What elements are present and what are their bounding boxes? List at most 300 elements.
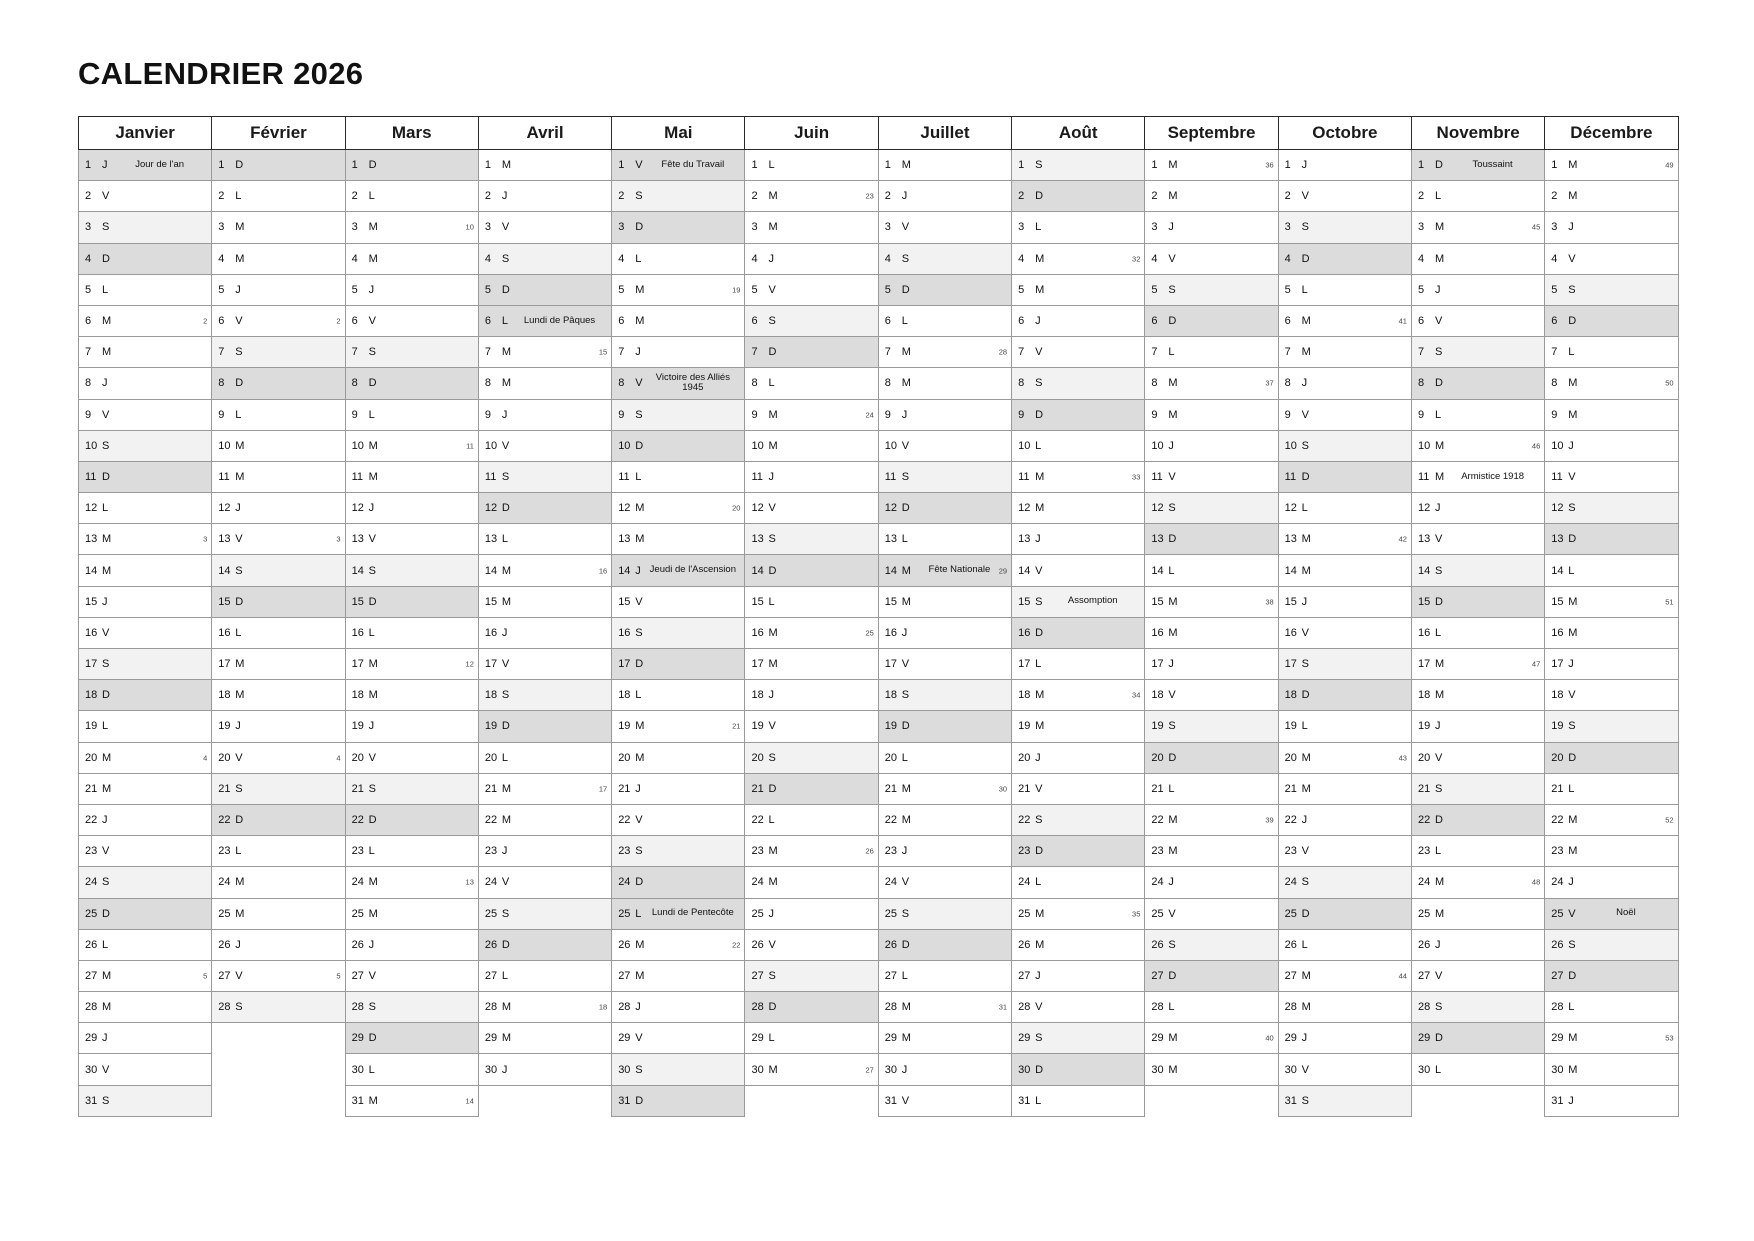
day-cell[interactable] <box>745 960 878 991</box>
day-cell[interactable] <box>1545 555 1678 586</box>
day-cell[interactable] <box>1411 617 1544 648</box>
day-cell[interactable] <box>745 836 878 867</box>
day-cell[interactable] <box>1545 274 1678 305</box>
day-cell[interactable] <box>478 960 611 991</box>
day-cell[interactable] <box>878 929 1011 960</box>
day-cell[interactable] <box>1278 898 1411 929</box>
day-cell[interactable] <box>1278 181 1411 212</box>
day-cell[interactable] <box>745 773 878 804</box>
day-cell[interactable] <box>878 1023 1011 1054</box>
day-cell[interactable] <box>745 337 878 368</box>
day-cell[interactable] <box>1012 1023 1145 1054</box>
day-cell[interactable] <box>345 649 478 680</box>
day-cell[interactable] <box>478 274 611 305</box>
day-cell[interactable] <box>478 617 611 648</box>
day-cell[interactable] <box>1145 181 1278 212</box>
day-cell[interactable] <box>878 586 1011 617</box>
day-cell[interactable] <box>612 493 745 524</box>
day-cell[interactable] <box>878 461 1011 492</box>
day-cell[interactable] <box>1411 212 1544 243</box>
day-cell[interactable] <box>878 274 1011 305</box>
day-cell[interactable] <box>612 742 745 773</box>
day-cell[interactable] <box>1012 804 1145 835</box>
day-cell[interactable] <box>612 1054 745 1085</box>
day-cell[interactable] <box>1411 773 1544 804</box>
day-cell[interactable] <box>1278 274 1411 305</box>
day-cell[interactable] <box>1012 711 1145 742</box>
day-cell[interactable] <box>1545 181 1678 212</box>
day-cell[interactable] <box>1145 493 1278 524</box>
day-cell[interactable] <box>478 867 611 898</box>
day-cell[interactable] <box>478 212 611 243</box>
day-cell[interactable] <box>1012 524 1145 555</box>
day-cell[interactable] <box>478 680 611 711</box>
day-cell[interactable] <box>1411 399 1544 430</box>
day-cell[interactable] <box>612 680 745 711</box>
day-cell[interactable] <box>79 430 212 461</box>
day-cell[interactable] <box>478 430 611 461</box>
day-cell[interactable] <box>878 181 1011 212</box>
day-cell[interactable] <box>478 1023 611 1054</box>
day-cell[interactable] <box>612 711 745 742</box>
day-cell[interactable] <box>878 212 1011 243</box>
day-cell[interactable] <box>745 150 878 181</box>
day-cell[interactable] <box>1145 960 1278 991</box>
day-cell[interactable] <box>1012 1085 1145 1116</box>
day-cell[interactable] <box>212 212 345 243</box>
day-cell[interactable] <box>1278 212 1411 243</box>
day-cell[interactable] <box>345 337 478 368</box>
day-cell[interactable] <box>1012 992 1145 1023</box>
day-cell[interactable] <box>1012 337 1145 368</box>
day-cell[interactable] <box>745 399 878 430</box>
day-cell[interactable] <box>1278 836 1411 867</box>
day-cell[interactable] <box>612 586 745 617</box>
day-cell[interactable] <box>345 773 478 804</box>
day-cell[interactable] <box>1145 711 1278 742</box>
day-cell[interactable] <box>1145 399 1278 430</box>
day-cell[interactable] <box>1145 680 1278 711</box>
day-cell[interactable] <box>1545 867 1678 898</box>
day-cell[interactable] <box>345 742 478 773</box>
day-cell[interactable] <box>612 274 745 305</box>
day-cell[interactable] <box>1411 836 1544 867</box>
day-cell[interactable] <box>1278 1085 1411 1116</box>
day-cell[interactable] <box>745 368 878 399</box>
day-cell[interactable] <box>878 898 1011 929</box>
day-cell[interactable] <box>1278 773 1411 804</box>
day-cell[interactable] <box>1411 524 1544 555</box>
day-cell[interactable] <box>1012 836 1145 867</box>
day-cell[interactable] <box>612 773 745 804</box>
day-cell[interactable] <box>1545 680 1678 711</box>
day-cell[interactable] <box>1545 305 1678 336</box>
day-cell[interactable] <box>745 804 878 835</box>
day-cell[interactable] <box>345 711 478 742</box>
day-cell[interactable] <box>1411 461 1544 492</box>
day-cell[interactable] <box>1545 960 1678 991</box>
day-cell[interactable] <box>345 493 478 524</box>
day-cell[interactable] <box>1012 1054 1145 1085</box>
day-cell[interactable] <box>1411 742 1544 773</box>
day-cell[interactable] <box>1012 773 1145 804</box>
day-cell[interactable] <box>612 960 745 991</box>
day-cell[interactable] <box>1145 836 1278 867</box>
day-cell[interactable] <box>1411 898 1544 929</box>
day-cell[interactable] <box>1012 430 1145 461</box>
day-cell[interactable] <box>878 960 1011 991</box>
day-cell[interactable] <box>612 243 745 274</box>
day-cell[interactable] <box>878 804 1011 835</box>
day-cell[interactable] <box>745 181 878 212</box>
day-cell[interactable] <box>1411 493 1544 524</box>
day-cell[interactable] <box>612 430 745 461</box>
day-cell[interactable] <box>345 555 478 586</box>
day-cell[interactable] <box>1545 711 1678 742</box>
day-cell[interactable] <box>478 493 611 524</box>
day-cell[interactable] <box>1278 243 1411 274</box>
day-cell[interactable] <box>1411 430 1544 461</box>
day-cell[interactable] <box>478 181 611 212</box>
day-cell[interactable] <box>1012 586 1145 617</box>
day-cell[interactable] <box>212 836 345 867</box>
day-cell[interactable] <box>79 586 212 617</box>
day-cell[interactable] <box>79 212 212 243</box>
day-cell[interactable] <box>878 430 1011 461</box>
day-cell[interactable] <box>478 555 611 586</box>
day-cell[interactable] <box>345 960 478 991</box>
day-cell[interactable] <box>79 524 212 555</box>
day-cell[interactable] <box>745 430 878 461</box>
day-cell[interactable] <box>1411 929 1544 960</box>
day-cell[interactable] <box>212 461 345 492</box>
day-cell[interactable] <box>1545 368 1678 399</box>
day-cell[interactable] <box>345 1085 478 1116</box>
day-cell[interactable] <box>1145 368 1278 399</box>
day-cell[interactable] <box>345 368 478 399</box>
day-cell[interactable] <box>212 243 345 274</box>
day-cell[interactable] <box>1278 493 1411 524</box>
day-cell[interactable] <box>878 399 1011 430</box>
day-cell[interactable] <box>478 929 611 960</box>
day-cell[interactable] <box>745 1023 878 1054</box>
day-cell[interactable] <box>345 1054 478 1085</box>
day-cell[interactable] <box>478 804 611 835</box>
day-cell[interactable] <box>1012 150 1145 181</box>
day-cell[interactable] <box>1145 898 1278 929</box>
day-cell[interactable] <box>212 773 345 804</box>
day-cell[interactable] <box>1145 804 1278 835</box>
day-cell[interactable] <box>478 150 611 181</box>
day-cell[interactable] <box>1545 1023 1678 1054</box>
day-cell[interactable] <box>1145 929 1278 960</box>
day-cell[interactable] <box>79 992 212 1023</box>
day-cell[interactable] <box>79 150 212 181</box>
day-cell[interactable] <box>212 617 345 648</box>
day-cell[interactable] <box>345 617 478 648</box>
day-cell[interactable] <box>1012 399 1145 430</box>
day-cell[interactable] <box>1278 1054 1411 1085</box>
day-cell[interactable] <box>745 586 878 617</box>
day-cell[interactable] <box>79 1054 212 1085</box>
day-cell[interactable] <box>345 430 478 461</box>
day-cell[interactable] <box>1545 586 1678 617</box>
day-cell[interactable] <box>1012 212 1145 243</box>
day-cell[interactable] <box>1145 649 1278 680</box>
day-cell[interactable] <box>1545 243 1678 274</box>
day-cell[interactable] <box>1012 867 1145 898</box>
day-cell[interactable] <box>1278 711 1411 742</box>
day-cell[interactable] <box>212 649 345 680</box>
day-cell[interactable] <box>212 742 345 773</box>
day-cell[interactable] <box>1145 617 1278 648</box>
day-cell[interactable] <box>345 305 478 336</box>
day-cell[interactable] <box>79 742 212 773</box>
day-cell[interactable] <box>79 804 212 835</box>
day-cell[interactable] <box>878 337 1011 368</box>
day-cell[interactable] <box>212 274 345 305</box>
day-cell[interactable] <box>1545 836 1678 867</box>
day-cell[interactable] <box>478 586 611 617</box>
day-cell[interactable] <box>1411 181 1544 212</box>
day-cell[interactable] <box>1411 680 1544 711</box>
day-cell[interactable] <box>79 929 212 960</box>
day-cell[interactable] <box>745 555 878 586</box>
day-cell[interactable] <box>79 461 212 492</box>
day-cell[interactable] <box>478 649 611 680</box>
day-cell[interactable] <box>1012 305 1145 336</box>
day-cell[interactable] <box>745 929 878 960</box>
day-cell[interactable] <box>1278 305 1411 336</box>
day-cell[interactable] <box>878 711 1011 742</box>
day-cell[interactable] <box>1545 461 1678 492</box>
day-cell[interactable] <box>79 399 212 430</box>
day-cell[interactable] <box>79 836 212 867</box>
day-cell[interactable] <box>1145 243 1278 274</box>
day-cell[interactable] <box>1411 960 1544 991</box>
day-cell[interactable] <box>478 773 611 804</box>
day-cell[interactable] <box>212 430 345 461</box>
day-cell[interactable] <box>1545 617 1678 648</box>
day-cell[interactable] <box>1012 368 1145 399</box>
day-cell[interactable] <box>1545 929 1678 960</box>
day-cell[interactable] <box>1145 150 1278 181</box>
day-cell[interactable] <box>612 212 745 243</box>
day-cell[interactable] <box>1145 1023 1278 1054</box>
day-cell[interactable] <box>79 898 212 929</box>
day-cell[interactable] <box>345 243 478 274</box>
day-cell[interactable] <box>1411 867 1544 898</box>
day-cell[interactable] <box>212 337 345 368</box>
day-cell[interactable] <box>345 274 478 305</box>
day-cell[interactable] <box>212 898 345 929</box>
day-cell[interactable] <box>878 243 1011 274</box>
day-cell[interactable] <box>478 711 611 742</box>
day-cell[interactable] <box>1012 461 1145 492</box>
day-cell[interactable] <box>1012 960 1145 991</box>
day-cell[interactable] <box>745 680 878 711</box>
day-cell[interactable] <box>1278 649 1411 680</box>
day-cell[interactable] <box>79 243 212 274</box>
day-cell[interactable] <box>745 711 878 742</box>
day-cell[interactable] <box>1012 898 1145 929</box>
day-cell[interactable] <box>1278 804 1411 835</box>
day-cell[interactable] <box>745 867 878 898</box>
day-cell[interactable] <box>1278 992 1411 1023</box>
day-cell[interactable] <box>1145 305 1278 336</box>
day-cell[interactable] <box>478 461 611 492</box>
day-cell[interactable] <box>1012 649 1145 680</box>
day-cell[interactable] <box>212 524 345 555</box>
day-cell[interactable] <box>212 399 345 430</box>
day-cell[interactable] <box>345 1023 478 1054</box>
day-cell[interactable] <box>1278 368 1411 399</box>
day-cell[interactable] <box>478 836 611 867</box>
day-cell[interactable] <box>1278 399 1411 430</box>
day-cell[interactable] <box>1012 181 1145 212</box>
day-cell[interactable] <box>612 649 745 680</box>
day-cell[interactable] <box>478 305 611 336</box>
day-cell[interactable] <box>212 960 345 991</box>
day-cell[interactable] <box>878 368 1011 399</box>
day-cell[interactable] <box>1545 1085 1678 1116</box>
day-cell[interactable] <box>612 898 745 929</box>
day-cell[interactable] <box>1145 212 1278 243</box>
day-cell[interactable] <box>1545 898 1678 929</box>
day-cell[interactable] <box>345 898 478 929</box>
day-cell[interactable] <box>612 555 745 586</box>
day-cell[interactable] <box>212 867 345 898</box>
day-cell[interactable] <box>1411 649 1544 680</box>
day-cell[interactable] <box>612 337 745 368</box>
day-cell[interactable] <box>878 773 1011 804</box>
day-cell[interactable] <box>1278 680 1411 711</box>
day-cell[interactable] <box>1545 742 1678 773</box>
day-cell[interactable] <box>1278 960 1411 991</box>
day-cell[interactable] <box>212 150 345 181</box>
day-cell[interactable] <box>79 773 212 804</box>
day-cell[interactable] <box>79 368 212 399</box>
day-cell[interactable] <box>1545 773 1678 804</box>
day-cell[interactable] <box>79 274 212 305</box>
day-cell[interactable] <box>1545 337 1678 368</box>
day-cell[interactable] <box>1012 243 1145 274</box>
day-cell[interactable] <box>79 711 212 742</box>
day-cell[interactable] <box>345 680 478 711</box>
day-cell[interactable] <box>878 1085 1011 1116</box>
day-cell[interactable] <box>79 493 212 524</box>
day-cell[interactable] <box>212 181 345 212</box>
day-cell[interactable] <box>478 524 611 555</box>
day-cell[interactable] <box>79 617 212 648</box>
day-cell[interactable] <box>345 461 478 492</box>
day-cell[interactable] <box>478 1054 611 1085</box>
day-cell[interactable] <box>345 804 478 835</box>
day-cell[interactable] <box>212 929 345 960</box>
day-cell[interactable] <box>212 493 345 524</box>
day-cell[interactable] <box>345 929 478 960</box>
day-cell[interactable] <box>1278 461 1411 492</box>
day-cell[interactable] <box>1012 493 1145 524</box>
day-cell[interactable] <box>745 742 878 773</box>
day-cell[interactable] <box>478 742 611 773</box>
day-cell[interactable] <box>1411 711 1544 742</box>
day-cell[interactable] <box>612 524 745 555</box>
day-cell[interactable] <box>1411 337 1544 368</box>
day-cell[interactable] <box>478 898 611 929</box>
day-cell[interactable] <box>878 555 1011 586</box>
day-cell[interactable] <box>79 680 212 711</box>
day-cell[interactable] <box>612 368 745 399</box>
day-cell[interactable] <box>1278 742 1411 773</box>
day-cell[interactable] <box>478 992 611 1023</box>
day-cell[interactable] <box>79 1085 212 1116</box>
day-cell[interactable] <box>745 493 878 524</box>
day-cell[interactable] <box>1278 867 1411 898</box>
day-cell[interactable] <box>1012 680 1145 711</box>
day-cell[interactable] <box>1411 1023 1544 1054</box>
day-cell[interactable] <box>1545 212 1678 243</box>
day-cell[interactable] <box>745 243 878 274</box>
day-cell[interactable] <box>878 867 1011 898</box>
day-cell[interactable] <box>878 493 1011 524</box>
day-cell[interactable] <box>1145 430 1278 461</box>
day-cell[interactable] <box>1278 524 1411 555</box>
day-cell[interactable] <box>745 992 878 1023</box>
day-cell[interactable] <box>212 680 345 711</box>
day-cell[interactable] <box>745 617 878 648</box>
day-cell[interactable] <box>745 1054 878 1085</box>
day-cell[interactable] <box>1545 399 1678 430</box>
day-cell[interactable] <box>1411 586 1544 617</box>
day-cell[interactable] <box>79 337 212 368</box>
day-cell[interactable] <box>478 243 611 274</box>
day-cell[interactable] <box>612 399 745 430</box>
day-cell[interactable] <box>1411 274 1544 305</box>
day-cell[interactable] <box>745 461 878 492</box>
day-cell[interactable] <box>878 150 1011 181</box>
day-cell[interactable] <box>745 524 878 555</box>
day-cell[interactable] <box>212 992 345 1023</box>
day-cell[interactable] <box>1145 742 1278 773</box>
day-cell[interactable] <box>478 399 611 430</box>
day-cell[interactable] <box>1545 493 1678 524</box>
day-cell[interactable] <box>1278 555 1411 586</box>
day-cell[interactable] <box>478 368 611 399</box>
day-cell[interactable] <box>1145 867 1278 898</box>
day-cell[interactable] <box>345 524 478 555</box>
day-cell[interactable] <box>1411 1054 1544 1085</box>
day-cell[interactable] <box>1145 992 1278 1023</box>
day-cell[interactable] <box>1278 337 1411 368</box>
day-cell[interactable] <box>79 960 212 991</box>
day-cell[interactable] <box>345 586 478 617</box>
day-cell[interactable] <box>612 836 745 867</box>
day-cell[interactable] <box>878 680 1011 711</box>
day-cell[interactable] <box>612 1023 745 1054</box>
day-cell[interactable] <box>612 181 745 212</box>
day-cell[interactable] <box>79 555 212 586</box>
day-cell[interactable] <box>878 836 1011 867</box>
day-cell[interactable] <box>1012 274 1145 305</box>
day-cell[interactable] <box>1411 992 1544 1023</box>
day-cell[interactable] <box>878 649 1011 680</box>
day-cell[interactable] <box>878 1054 1011 1085</box>
day-cell[interactable] <box>345 150 478 181</box>
day-cell[interactable] <box>1278 430 1411 461</box>
day-cell[interactable] <box>1278 929 1411 960</box>
day-cell[interactable] <box>1145 555 1278 586</box>
